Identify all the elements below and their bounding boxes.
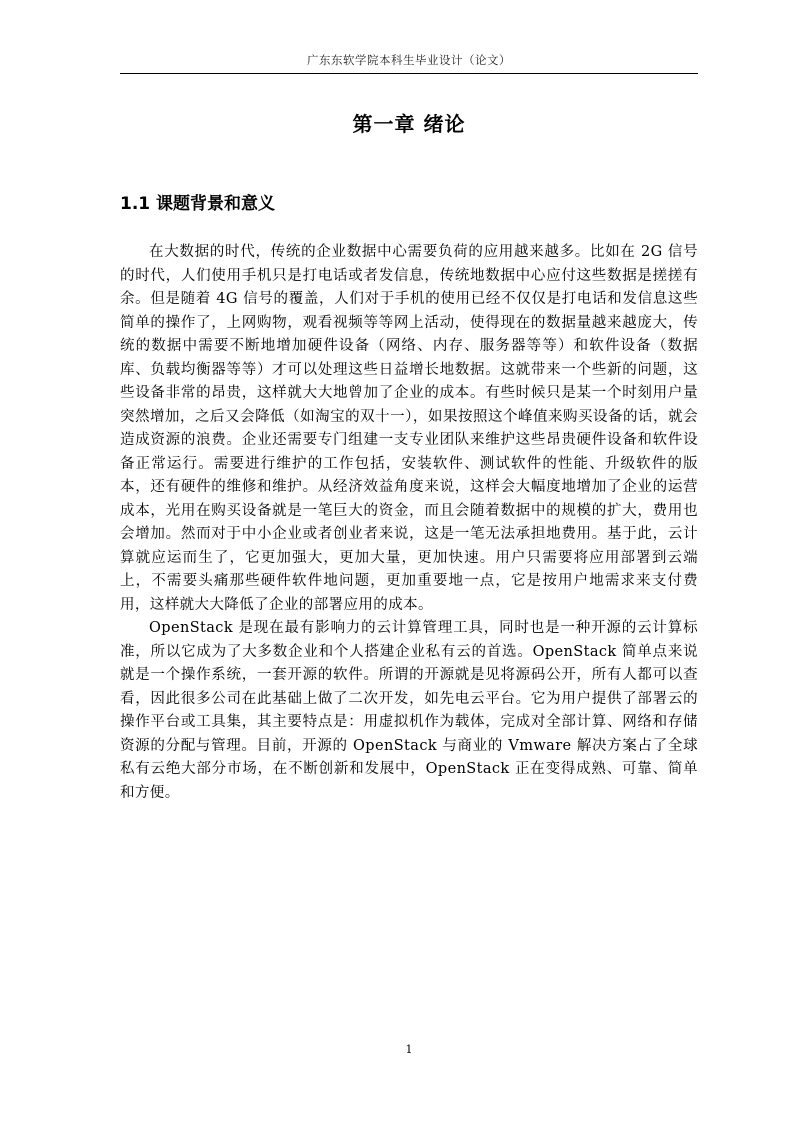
chapter-title: 第一章 绪论 bbox=[352, 112, 466, 136]
page-number: 1 bbox=[405, 1043, 413, 1056]
running-header: 广东东软学院本科生毕业设计（论文） bbox=[307, 53, 511, 67]
paragraph-2: OpenStack 是现在最有影响力的云计算管理工具，同时也是一种开源的云计算标准，所以它成为了大多数企业和个人搭建企业私有云的首选。OpenStack 简单点来说就是一个操作系统，一套开源的软件。所谓的开源就是见将源码公开，所有人都可以查看，因此很多公司在此基础上做了二次开发，如先电云平台。它为用户提供了部署云的操作平台或工具集，其主要特点是：用虚拟机作为载体，完成对全部计算、网络和存储资源的分配与管理。目前，开源的 OpenStack 与商业的 Vmware 解决方案占了全球私有云绝大部分市场，在不断创新和发展中，OpenStack 正在变得成熟、可靠、简单和方便。 bbox=[120, 620, 698, 801]
body-text bbox=[120, 241, 698, 805]
section-heading: 1.1 课题背景和意义 bbox=[120, 194, 276, 214]
paragraph-1: 在大数据的时代，传统的企业数据中心需要负荷的应用越来越多。比如在 2G 信号的时代，人们使用手机只是打电话或者发信息，传统地数据中心应付这些数据是搓搓有余。但是随着 4G 信号的覆盖，人们对于手机的使用已经不仅仅是打电话和发信息这些简单的操作了，上网购物，观看视频等等网上活动，使得现在的数据量越来越庞大，传统的数据中需要不断地增加硬件设备（网络、内存、服务器等等）和软件设备（数据库、负载均衡器等等）才可以处理这些日益增长地数据。这就带来一个些新的问题，这些设备非常的昂贵，这样就大大地曾加了企业的成本。有些时候只是某一个时刻用户量突然增加，之后又会降低（如淘宝的双十一），如果按照这个峰值来购买设备的话，就会造成资源的浪费。企业还需要专门组建一支专业团队来维护这些昂贵硬件设备和软件设备正常运行。需要进行维护的工作包括，安装软件、测试软件的性能、升级软件的版本，还有硬件的维修和维护。从经济效益角度来说，这样会大幅度地增加了企业的运营成本，光用在购买设备就是一笔巨大的资金，而且会随着数据中的规模的扩大，费用也会增加。然而对于中小企业或者创业者来说，这是一笔无法承担地费用。基于此，云计算就应运而生了，它更加强大，更加大量，更加快速。用户只需要将应用部署到云端上，不需要头痛那些硬件软件地问题，更加重要地一点，它是按用户地需求来支付费用，这样就大大降低了企业的部署应用的成本。 bbox=[120, 244, 698, 613]
header-rule bbox=[120, 73, 698, 74]
